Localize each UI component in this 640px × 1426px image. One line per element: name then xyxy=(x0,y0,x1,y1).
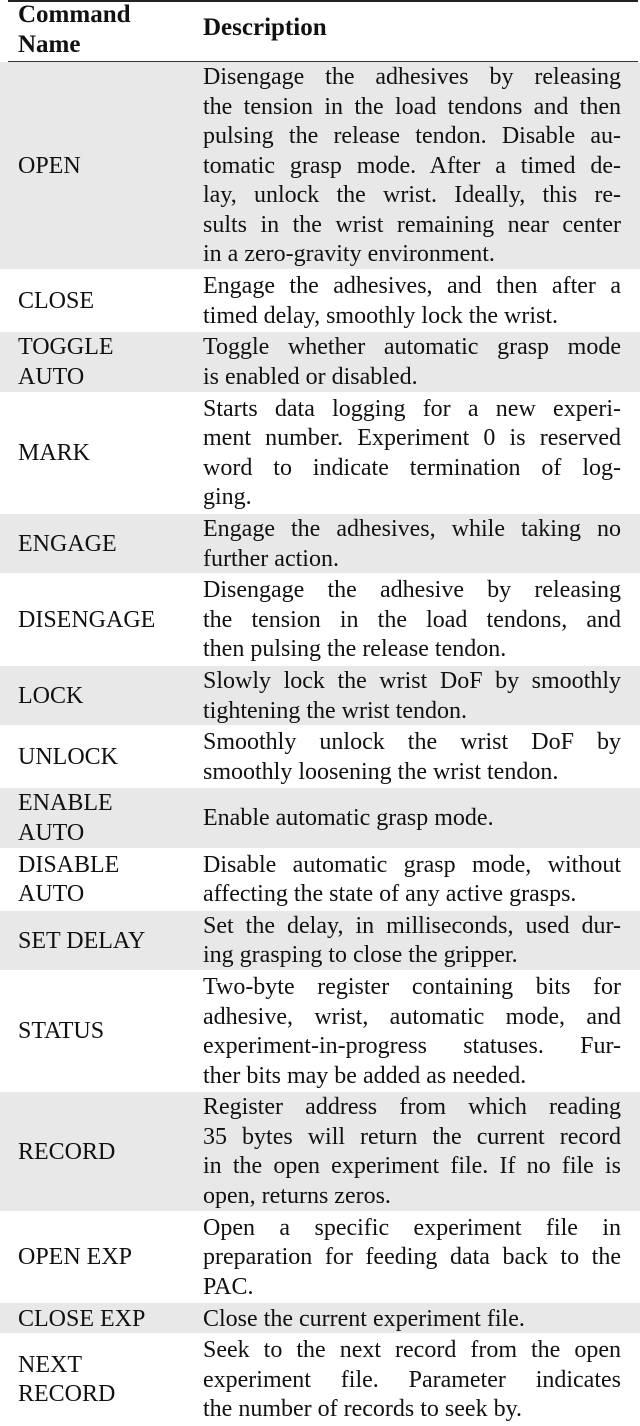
table-row xyxy=(0,666,640,727)
command-name-line: CLOSE EXP xyxy=(18,1305,146,1332)
command-name-cell xyxy=(0,333,203,392)
description-line: Smoothly unlock the wrist DoF by xyxy=(203,729,621,756)
description-line: ging. xyxy=(203,484,252,511)
description-line: sults in the wrist remaining near center xyxy=(203,211,621,238)
description-cell xyxy=(203,395,621,513)
description-line: Engage the adhesives, and then after a xyxy=(203,273,621,300)
description-line: Disengage the adhesive by releasing xyxy=(203,577,621,604)
description-line: preparation for feeding data back to the xyxy=(203,1244,621,1271)
description-cell xyxy=(203,1336,621,1425)
description-line: ther bits may be added as needed. xyxy=(203,1062,527,1089)
table-row xyxy=(0,1213,640,1304)
description-line: open, returns zeros. xyxy=(203,1182,391,1209)
description-line: Seek to the next record from the open xyxy=(203,1337,621,1364)
description-line: Disable automatic grasp mode, without xyxy=(203,851,621,878)
command-name-line: SET DELAY xyxy=(18,927,146,954)
command-name-line: AUTO xyxy=(18,819,85,846)
description-line: word to indicate termination of log- xyxy=(203,454,621,481)
description-cell xyxy=(203,973,621,1091)
header-description: Description xyxy=(203,14,327,41)
command-name-line: DISENGAGE xyxy=(18,606,156,633)
description-cell xyxy=(203,851,621,910)
command-name-cell xyxy=(0,530,203,560)
description-cell xyxy=(203,1093,621,1211)
command-name-line: CLOSE xyxy=(18,288,95,315)
header-command-name-line1: Command xyxy=(18,1,131,28)
command-name-line: NEXT xyxy=(18,1351,82,1378)
description-line: experiment-in-progress statuses. Fur- xyxy=(203,1033,621,1060)
description-cell xyxy=(203,515,621,574)
command-name-cell xyxy=(0,1138,203,1168)
description-cell xyxy=(203,1214,621,1303)
description-line: Disengage the adhesives by releasing xyxy=(203,64,621,91)
description-cell xyxy=(203,63,621,270)
description-line: timed delay, smoothly lock the wrist. xyxy=(203,302,559,329)
command-name-line: ENABLE xyxy=(18,790,113,817)
description-line: in the open experiment file. If no file is xyxy=(203,1153,621,1180)
description-line: tomatic grasp mode. After a timed de- xyxy=(203,152,621,179)
description-line: pulsing the release tendon. Disable au- xyxy=(203,123,621,150)
table-row xyxy=(0,850,640,911)
command-name-line: UNLOCK xyxy=(18,743,118,770)
command-name-cell xyxy=(0,1305,203,1335)
description-line: Open a specific experiment file in xyxy=(203,1214,621,1241)
command-name-cell xyxy=(0,606,203,636)
description-cell xyxy=(203,912,621,971)
command-name-line: AUTO xyxy=(18,881,85,908)
description-line: Engage the adhesives, while taking no xyxy=(203,516,621,543)
command-name-cell xyxy=(0,152,203,182)
description-line: experiment file. Parameter indicates xyxy=(203,1366,621,1393)
table-row xyxy=(0,1092,640,1212)
description-cell xyxy=(203,728,621,787)
table-row xyxy=(0,514,640,575)
header-command-name xyxy=(18,0,198,59)
description-line: the tension in the load tendons, and xyxy=(203,606,621,633)
table-row xyxy=(0,332,640,393)
description-line: the tension in the load tendons and then xyxy=(203,93,621,120)
description-line: Two-byte register containing bits for xyxy=(203,974,621,1001)
table-body xyxy=(0,62,640,1426)
table-row xyxy=(0,972,640,1092)
description-line: tightening the wrist tendon. xyxy=(203,697,467,724)
description-line: Register address from which reading xyxy=(203,1094,621,1121)
description-line: then pulsing the release tendon. xyxy=(203,636,507,663)
command-name-line: MARK xyxy=(18,440,91,466)
command-name-line: OPEN EXP xyxy=(18,1244,133,1271)
description-line: Set the delay, in milliseconds, used dur- xyxy=(203,912,621,939)
description-cell xyxy=(203,1305,621,1335)
table-row xyxy=(0,1335,640,1426)
command-name-line: AUTO xyxy=(18,363,85,390)
description-line: Close the current experiment file. xyxy=(203,1305,525,1332)
command-name-cell xyxy=(0,743,203,773)
command-name-cell xyxy=(0,1243,203,1273)
command-name-cell xyxy=(0,927,203,957)
command-name-line: DISABLE xyxy=(18,851,120,878)
description-line: ment number. Experiment 0 is reserved xyxy=(203,425,621,452)
table-row xyxy=(0,788,640,849)
command-name-line: OPEN xyxy=(18,152,81,179)
description-line: in a zero-gravity environment. xyxy=(203,241,495,268)
description-line: lay, unlock the wrist. Ideally, this re- xyxy=(203,182,621,209)
command-name-cell xyxy=(0,287,203,317)
description-cell xyxy=(203,576,621,665)
command-name-line: TOGGLE xyxy=(18,334,114,361)
command-name-line: RECORD xyxy=(18,1138,116,1165)
description-line: smoothly loosening the wrist tendon. xyxy=(203,758,559,785)
table-row xyxy=(0,911,640,972)
table-row xyxy=(0,575,640,666)
description-cell xyxy=(203,333,621,392)
description-cell xyxy=(203,272,621,331)
description-line: adhesive, wrist, automatic mode, and xyxy=(203,1003,621,1030)
description-cell xyxy=(203,667,621,726)
description-cell xyxy=(203,804,621,834)
command-name-line: ENGAGE xyxy=(18,530,117,557)
command-name-cell xyxy=(0,789,203,848)
description-line: affecting the state of any active grasps. xyxy=(203,881,577,908)
header-command-name-line2: Name xyxy=(18,30,81,58)
description-line: 35 bytes will return the current record xyxy=(203,1123,621,1150)
command-name-cell xyxy=(0,682,203,712)
table-row xyxy=(0,271,640,332)
description-line: Enable automatic grasp mode. xyxy=(203,805,494,832)
description-line: is enabled or disabled. xyxy=(203,363,418,390)
command-name-cell xyxy=(0,851,203,910)
description-line: PAC. xyxy=(203,1273,254,1300)
command-name-line: RECORD xyxy=(18,1381,116,1408)
description-line: the number of records to seek by. xyxy=(203,1396,523,1423)
command-name-cell xyxy=(0,439,203,469)
command-name-cell xyxy=(0,1017,203,1047)
description-line: Slowly lock the wrist DoF by smoothly xyxy=(203,668,621,695)
table-row xyxy=(0,1303,640,1335)
table-row xyxy=(0,727,640,788)
command-name-line: STATUS xyxy=(18,1018,105,1045)
description-line: ing grasping to close the gripper. xyxy=(203,942,518,969)
description-line: Toggle whether automatic grasp mode xyxy=(203,334,621,361)
command-name-line: LOCK xyxy=(18,682,84,709)
description-line: further action. xyxy=(203,545,339,572)
table-row xyxy=(0,62,640,271)
table-row xyxy=(0,394,640,514)
description-line: Starts data logging for a new experi- xyxy=(203,395,621,422)
command-name-cell xyxy=(0,1351,203,1410)
